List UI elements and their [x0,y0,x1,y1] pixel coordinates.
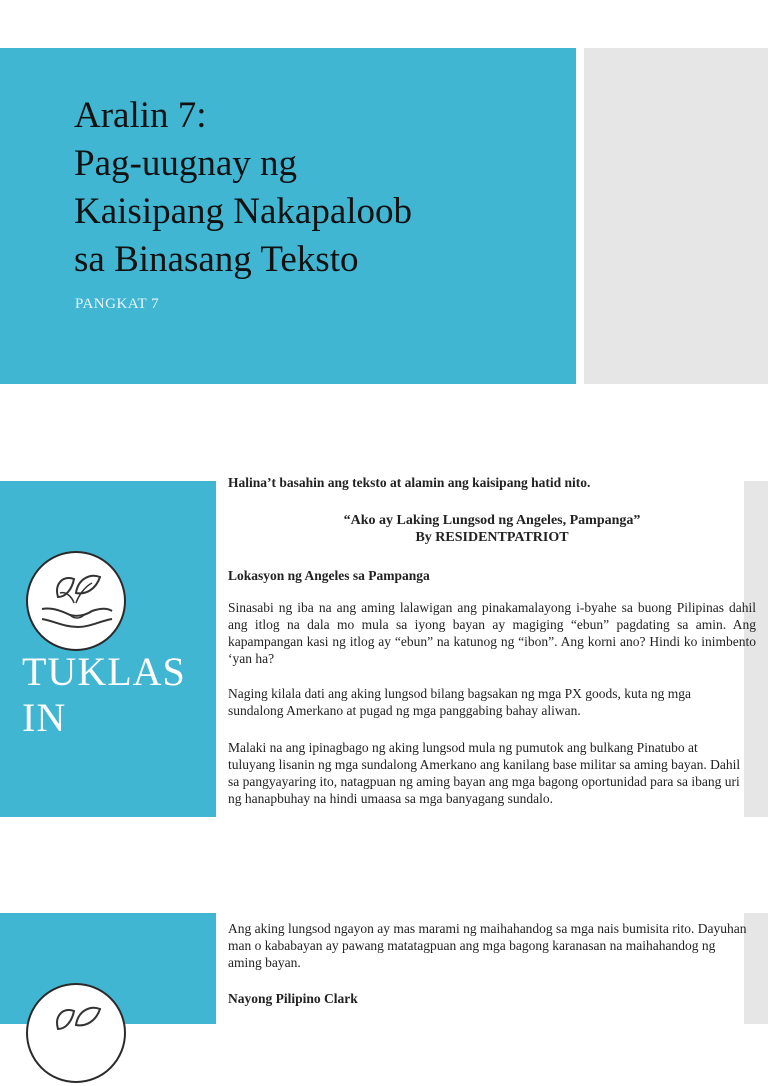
title-slide-panel [0,48,576,384]
slide-title-line-3: Kaisipang Nakapaloob [74,191,413,232]
article-paragraph: Malaki na ang ipinagbago ng aking lungsod mula ng pumutok ang bulkang Pinatubo at tuluyang lisanin ng mga sundalong Amerkano ang kanilang base militar sa aming bayan. Dahil sa pangyayaring ito, natagpuan ng aming bayan ang mga bagong oportunidad para sa ibang uri ng hanapbuhay na hindi umaasa sa mga banyagang sundalo. [228,740,741,806]
article-paragraph: Ang aking lungsod ngayon ay mas marami ng maihahandog sa mga nais bumisita rito. Dayuhan man o kababayan ay pawang matatagpuan ang mga bagong karanasan na maihahandog ng aming bayan. [228,921,747,970]
slide-title-line-4: sa Binasang Teksto [74,239,359,280]
slide-title-line-2: Pag-uugnay ng [74,143,297,184]
slide-subtitle: PANGKAT 7 [75,296,160,312]
article-paragraph: Naging kilala dati ang aking lungsod bilang bagsakan ng mga PX goods, kuta ng mga sundalong Amerkano at pugad ng mga panggabing bahay aliwan. [228,686,692,718]
section-side-panel [0,913,216,1024]
section-heading: Nayong Pilipino Clark [228,991,358,1006]
hands-with-leaves-icon [26,551,126,651]
section-label-line-2: IN [22,695,67,740]
article-paragraph: Sinasabi ng iba na ang aming lalawigan ang pinakamalayong i-byahe sa buong Pilipinas dahil ang itlog na dala mo mula sa iyong bayan ay magiging “ebun” pagdating sa amin. Ang kapampangan kasi ng itlog ay “ebun” na katunog ng “ibon”. Ang korni ano? Hindi ko inimbento ‘yan ha? [228,600,756,666]
article-title: “Ako ay Laking Lungsod ng Angeles, Pampanga” [343,513,641,528]
section-label-line-1: TUKLAS [22,649,186,694]
intro-instruction: Halina’t basahin ang teksto at alamin ang kaisipang hatid nito. [228,475,591,490]
title-slide-side-panel [584,48,768,384]
slide-title-line-1: Aralin 7: [74,95,207,136]
hands-with-leaves-icon [26,983,126,1083]
section-side-panel [0,481,216,817]
section-heading: Lokasyon ng Angeles sa Pampanga [228,568,430,583]
section-label [22,649,186,741]
article-byline: By RESIDENTPATRIOT [415,530,569,545]
